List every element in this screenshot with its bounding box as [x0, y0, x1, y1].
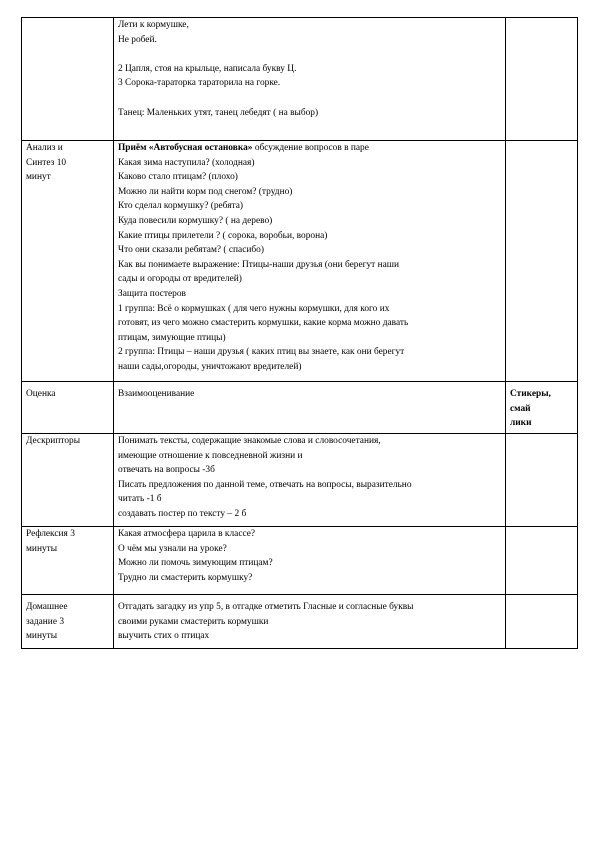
- text-line: Отгадать загадку из упр 5, в отгадке отметить Гласные и согласные буквы: [118, 602, 414, 612]
- text-line: Что они сказали ребятам? ( спасибо): [118, 245, 264, 256]
- text-line: Писать предложения по данной теме, отвечать на вопросы, выразительно: [118, 479, 412, 490]
- resources-cell: [506, 141, 578, 382]
- resources-cell: [506, 18, 578, 141]
- stage-label: Рефлексия 3: [26, 529, 75, 539]
- text-line: готовят, из чего можно смастерить кормушки, какие корма можно давать: [118, 318, 409, 329]
- resources-cell: [506, 382, 578, 434]
- text-line: Какие птицы прилетели ? ( сорока, воробьи, ворона): [118, 230, 328, 241]
- text-line: имеющие отношение к повседневной жизни и: [118, 450, 303, 461]
- text-line: Взаимооценивание: [118, 389, 195, 399]
- text-line: Не робей.: [118, 34, 157, 45]
- content-cell: [114, 18, 506, 141]
- content-cell: [114, 595, 506, 649]
- text-line: создавать постер по тексту – 2 б: [118, 508, 247, 519]
- stage-cell: [22, 18, 114, 141]
- text-line: своими руками смастерить кормушки: [118, 616, 269, 627]
- text-line: Кто сделал кормушку? (ребята): [118, 201, 244, 212]
- stage-label: минуты: [26, 631, 58, 642]
- stage-label: Дескрипторы: [26, 436, 80, 446]
- text-line: птицам, зимующие птицы): [118, 332, 226, 343]
- text-line: 3 Сорока-тараторка тараторила на горке.: [118, 78, 281, 89]
- table-row: [22, 18, 578, 141]
- content-cell: [114, 434, 506, 527]
- stage-label: Синтез 10: [26, 157, 67, 168]
- text-line: Понимать тексты, содержащие знакомые слова и словосочетания,: [118, 436, 381, 446]
- resources-cell: [506, 527, 578, 595]
- stage-label: Оценка: [26, 389, 56, 399]
- resource-label: лики: [510, 418, 532, 429]
- table-row: [22, 141, 578, 382]
- text-line: 1 группа: Всё о кормушках ( для чего нужны кормушки, для кого их: [118, 303, 390, 314]
- resource-label: Стикеры,: [510, 389, 551, 399]
- content-cell: [114, 527, 506, 595]
- text-line: Лети к кормушке,: [118, 20, 189, 30]
- text-line: Можно ли найти корм под снегом? (трудно): [118, 186, 293, 197]
- blank-line: [118, 47, 501, 62]
- lesson-plan-table: [21, 17, 578, 649]
- text-line: Какая атмосфера царила в классе?: [118, 529, 256, 539]
- text-line: Куда повесили кормушку? ( на дерево): [118, 215, 273, 226]
- blank-line: [118, 91, 501, 106]
- stage-cell: [22, 434, 114, 527]
- text-line: читать -1 б: [118, 494, 162, 505]
- text-line: 2 группа: Птицы – наши друзья ( каких птиц вы знаете, как они берегут: [118, 347, 405, 358]
- text-line: О чём мы узнали на уроке?: [118, 543, 227, 554]
- text-line: Каково стало птицам? (плохо): [118, 172, 238, 183]
- stage-label: Анализ и: [26, 143, 63, 153]
- text-line: Можно ли помочь зимующим птицам?: [118, 558, 273, 569]
- technique-description: обсуждение вопросов в паре: [252, 143, 369, 153]
- stage-label: задание 3: [26, 616, 65, 627]
- text-line: Какая зима наступила? (холодная): [118, 157, 255, 168]
- resources-cell: [506, 595, 578, 649]
- content-cell: [114, 141, 506, 382]
- content-cell: [114, 382, 506, 434]
- resources-cell: [506, 434, 578, 527]
- text-line: сады и огороды от вредителей): [118, 274, 242, 285]
- stage-label: Домашнее: [26, 602, 68, 612]
- text-line: наши сады,огороды, уничтожают вредителей): [118, 361, 302, 372]
- stage-label: минут: [26, 172, 51, 183]
- text-line: выучить стих о птицах: [118, 631, 210, 642]
- stage-cell: [22, 595, 114, 649]
- text-line: Как вы понимаете выражение: Птицы-наши друзья (они берегут наши: [118, 259, 399, 270]
- text-line: Танец: Маленьких утят, танец лебедят ( на выбор): [118, 107, 319, 118]
- table-row: [22, 434, 578, 527]
- table-row: [22, 595, 578, 649]
- text-line: 2 Цапля, стоя на крыльце, написала букву Ц.: [118, 63, 297, 74]
- table-row: [22, 527, 578, 595]
- table-row: [22, 382, 578, 434]
- stage-cell: [22, 527, 114, 595]
- resource-label: смай: [510, 403, 531, 414]
- stage-cell: [22, 141, 114, 382]
- text-line: Трудно ли смастерить кормушку?: [118, 572, 253, 583]
- technique-heading: [118, 141, 501, 156]
- technique-name: Приём «Автобусная остановка»: [118, 143, 253, 153]
- text-line: Защита постеров: [118, 288, 186, 299]
- text-line: отвечать на вопросы -3б: [118, 465, 215, 476]
- stage-cell: [22, 382, 114, 434]
- stage-label: минуты: [26, 543, 58, 554]
